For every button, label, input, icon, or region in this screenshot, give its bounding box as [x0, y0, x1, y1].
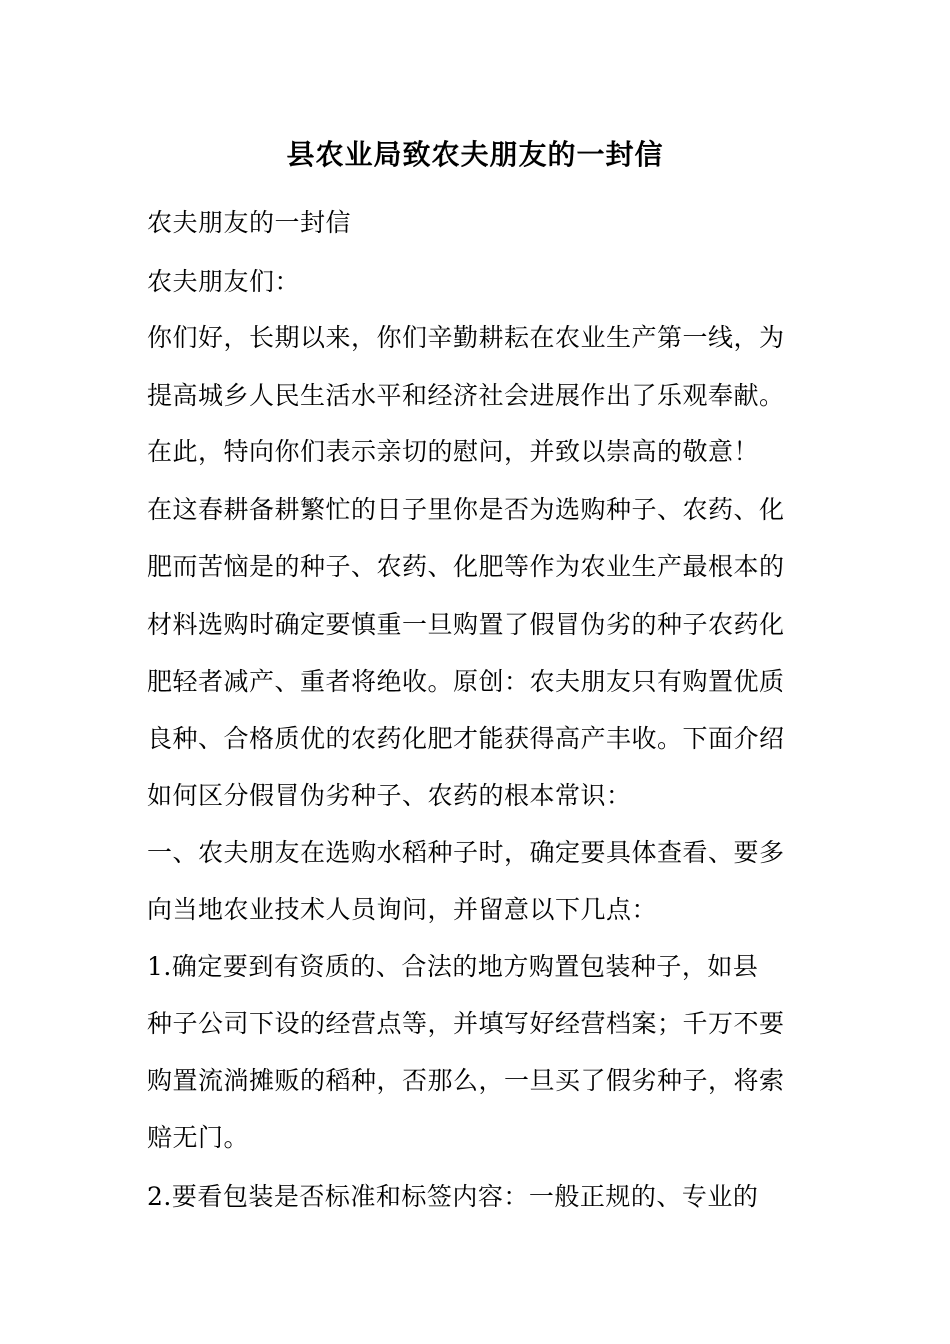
- body-line: 在此，特向你们表示亲切的慰问，并致以崇高的敬意！: [147, 437, 760, 466]
- body-line: 在这春耕备耕繁忙的日子里你是否为选购种子、农药、化: [147, 495, 785, 524]
- body-line: 1.确定要到有资质的、合法的地方购置包装种子，如县: [147, 952, 759, 981]
- body-line: 如何区分假冒伪劣种子、农药的根本常识：: [147, 781, 632, 810]
- body-line: 向当地农业技术人员询问，并留意以下几点：: [147, 895, 658, 924]
- body-line: 肥而苦恼是的种子、农药、化肥等作为农业生产最根本的: [147, 552, 785, 581]
- body-line: 肥轻者减产、重者将绝收。原创：农夫朋友只有购置优质: [147, 667, 785, 696]
- salutation-line: 农夫朋友们：: [147, 267, 301, 296]
- body-line: 赔无门。: [147, 1123, 250, 1152]
- document-title: 县农业局致农夫朋友的一封信: [286, 138, 664, 171]
- body-line: 2.要看包装是否标准和标签内容：一般正规的、专业的: [147, 1182, 759, 1211]
- body-line: 良种、合格质优的农药化肥才能获得高产丰收。下面介绍: [147, 724, 785, 753]
- body-line: 种子公司下设的经营点等，并填写好经营档案；千万不要: [147, 1009, 785, 1038]
- subtitle-line: 农夫朋友的一封信: [147, 208, 352, 237]
- body-line: 购置流淌摊贩的稻种，否那么，一旦买了假劣种子，将索: [147, 1066, 785, 1095]
- body-line: 材料选购时确定要慎重一旦购置了假冒伪劣的种子农药化: [147, 610, 785, 639]
- body-line: 一、农夫朋友在选购水稻种子时，确定要具体查看、要多: [147, 838, 785, 867]
- body-line: 提高城乡人民生活水平和经济社会进展作出了乐观奉献。: [147, 381, 785, 410]
- body-line: 你们好，长期以来，你们辛勤耕耘在农业生产第一线，为: [147, 323, 785, 352]
